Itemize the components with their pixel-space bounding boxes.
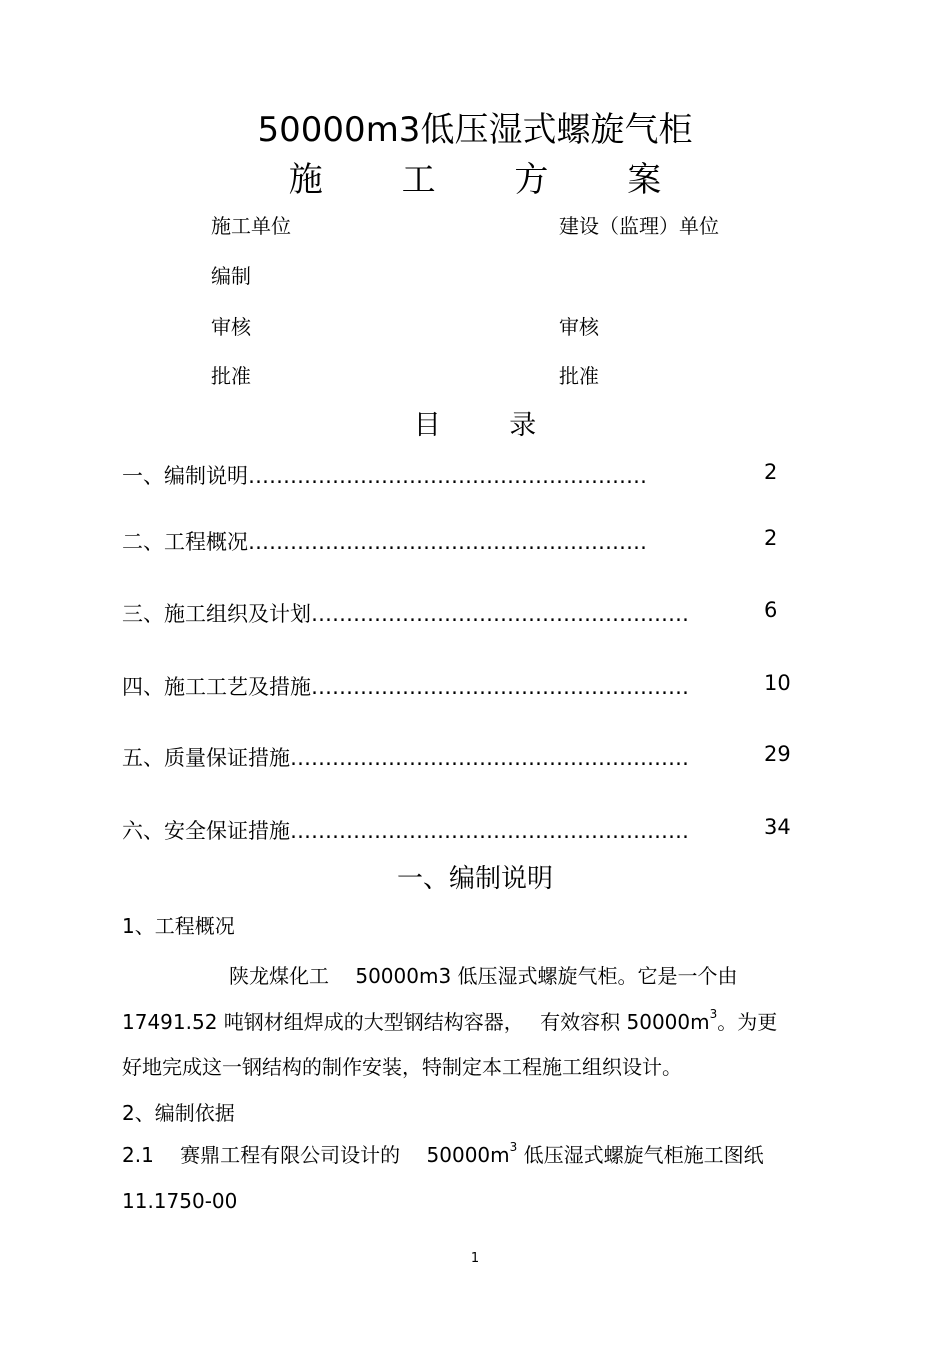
- superscript: 3: [509, 1140, 518, 1154]
- toc-entry-page: 29: [764, 742, 791, 766]
- sign-approved-by: 批准: [211, 364, 251, 388]
- toc-entry-leader: …………………………………………………: [290, 746, 689, 770]
- toc-entry[interactable]: [122, 742, 822, 776]
- toc-heading: [0, 403, 950, 442]
- toc-heading-char: 录: [509, 410, 537, 441]
- toc-entry-label: 六、安全保证措施: [122, 819, 290, 843]
- toc-entry-label: 四、施工工艺及措施: [122, 675, 311, 699]
- toc-entry-page: 10: [764, 671, 791, 695]
- subtitle-char: 施: [288, 160, 323, 200]
- section-heading: 一、编制说明: [396, 864, 553, 894]
- sign-supervision-unit: 建设（监理）单位: [559, 214, 719, 238]
- subtitle-char: 案: [627, 160, 662, 200]
- paragraph-text: 17491.52 吨钢材组焊成的大型钢结构容器， 有效容积 50000m: [122, 1010, 710, 1034]
- sign-compiled-by: 编制: [211, 264, 251, 288]
- toc-entry[interactable]: [122, 598, 822, 632]
- sign-reviewed-by: 审核: [211, 315, 251, 339]
- document-title: 50000m3低压湿式螺旋气柜: [257, 110, 693, 150]
- subsection-heading-basis: 2、编制依据: [122, 1101, 235, 1125]
- document-subtitle: [0, 152, 950, 201]
- drawing-code: 11.1750-00: [122, 1189, 238, 1213]
- subtitle-char: 工: [401, 160, 436, 200]
- paragraph-line: [122, 1006, 777, 1035]
- toc-entry-label: 三、施工组织及计划: [122, 602, 311, 626]
- toc-entry-label: 五、质量保证措施: [122, 746, 290, 770]
- basis-text: 2.1 赛鼎工程有限公司设计的 50000m: [122, 1143, 510, 1167]
- sign-supervision-reviewed-by: 审核: [559, 315, 599, 339]
- subtitle-char: 方: [514, 160, 549, 200]
- basis-item: [122, 1139, 764, 1168]
- superscript: 3: [709, 1007, 718, 1021]
- toc-entry[interactable]: [122, 460, 822, 494]
- sign-supervision-approved-by: 批准: [559, 364, 599, 388]
- toc-entry-page: 2: [764, 526, 778, 550]
- toc-entry-leader: …………………………………………………: [290, 819, 689, 843]
- page-number: 1: [470, 1251, 480, 1266]
- paragraph-text: 。为更: [717, 1010, 778, 1034]
- toc-entry-leader: ………………………………………………: [311, 675, 689, 699]
- toc-entry-leader: …………………………………………………: [248, 464, 647, 488]
- toc-entry-label: 二、工程概况: [122, 530, 248, 554]
- toc-entry[interactable]: [122, 526, 822, 560]
- paragraph-line: 好地完成这一钢结构的制作安装，特制定本工程施工组织设计。: [122, 1055, 682, 1079]
- toc-entry-page: 34: [764, 815, 791, 839]
- toc-entry-label: 一、编制说明: [122, 464, 248, 488]
- toc-entry-leader: ………………………………………………: [311, 602, 689, 626]
- toc-entry-page: 2: [764, 460, 778, 484]
- toc-entry[interactable]: [122, 671, 822, 705]
- toc-entry[interactable]: [122, 815, 822, 849]
- paragraph-line: 陕龙煤化工 50000m3 低压湿式螺旋气柜。它是一个由: [229, 964, 738, 988]
- subsection-heading-overview: 1、工程概况: [122, 914, 235, 938]
- toc-heading-char: 目: [413, 410, 441, 441]
- toc-entry-page: 6: [764, 598, 778, 622]
- basis-text: 低压湿式螺旋气柜施工图纸: [517, 1143, 764, 1167]
- toc-entry-leader: …………………………………………………: [248, 530, 647, 554]
- sign-construction-unit: 施工单位: [211, 214, 291, 238]
